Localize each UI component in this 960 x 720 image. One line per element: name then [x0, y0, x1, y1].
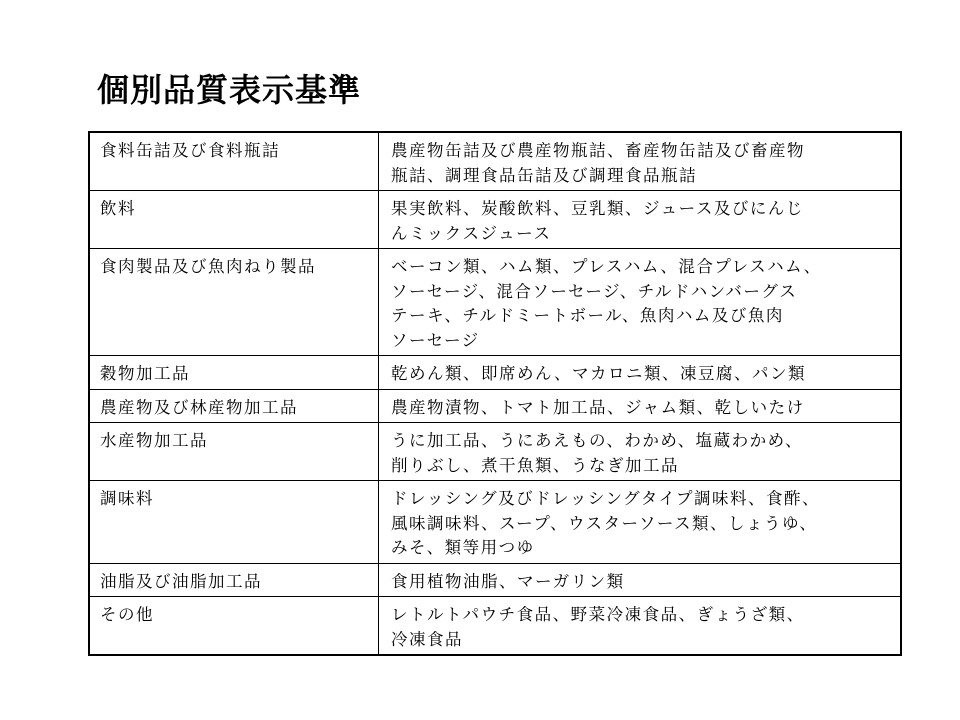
items-cell — [379, 597, 902, 656]
table-row — [89, 356, 901, 390]
items-cell — [379, 191, 902, 249]
items-line-1: うに加工品、うにあえもの、わかめ、塩蔵わかめ、 — [391, 431, 804, 450]
items-line-2: 削りぶし、煮干魚類、うなぎ加工品 — [391, 455, 679, 475]
items-cell: 農産物漬物、トマト加工品、ジャム類、乾しいたけ — [379, 389, 902, 423]
items-cell — [379, 132, 902, 191]
items-line-3: テーキ、チルドミートボール、魚肉ハム及び魚肉 — [391, 306, 784, 325]
category-cell: 食料缶詰及び食料瓶詰 — [89, 132, 379, 191]
category-cell: 水産物加工品 — [89, 423, 379, 481]
items-line-1: 農産物缶詰及び農産物瓶詰、畜産物缶詰及び畜産物 — [391, 141, 805, 160]
items-line-1: 果実飲料、炭酸飲料、豆乳類、ジュース及びにんじ — [391, 199, 804, 218]
items-cell — [379, 481, 902, 564]
items-cell: 食用植物油脂、マーガリン類 — [379, 563, 902, 597]
category-cell: その他 — [89, 597, 379, 656]
table-row — [89, 249, 901, 356]
items-line-2: 冷凍食品 — [391, 629, 463, 649]
category-cell: 農産物及び林産物加工品 — [89, 389, 379, 423]
items-cell — [379, 423, 902, 481]
items-line-2: 瓶詰、調理食品缶詰及び調理食品瓶詰 — [391, 165, 697, 185]
category-cell: 飲料 — [89, 191, 379, 249]
items-line-3: みそ、類等用つゆ — [391, 538, 535, 557]
table-row — [89, 597, 901, 656]
page-title: 個別品質表示基準 — [97, 71, 362, 109]
category-cell: 調味料 — [89, 481, 379, 564]
items-line-1: ドレッシング及びドレッシングタイプ調味料、食酢、 — [391, 489, 821, 508]
table-row — [89, 389, 901, 423]
items-cell — [379, 249, 902, 356]
quality-standards-table — [88, 131, 902, 656]
items-line-1: レトルトパウチ食品、野菜冷凍食品、ぎょうざ類、 — [391, 605, 805, 624]
items-line-4: ソーセージ — [391, 330, 480, 350]
category-cell: 食肉製品及び魚肉ねり製品 — [89, 249, 379, 356]
category-cell: 油脂及び油脂加工品 — [89, 563, 379, 597]
table-row — [89, 423, 901, 481]
items-line-1: ベーコン類、ハム類、プレスハム、混合プレスハム、 — [391, 257, 822, 276]
category-cell: 穀物加工品 — [89, 356, 379, 390]
table-row — [89, 563, 901, 597]
table-row — [89, 481, 901, 564]
table-row — [89, 132, 901, 191]
items-line-2: ソーセージ、混合ソーセージ、チルドハンバーグス — [391, 281, 798, 301]
items-cell: 乾めん類、即席めん、マカロニ類、凍豆腐、パン類 — [379, 356, 902, 390]
table-row — [89, 191, 901, 249]
items-line-2: 風味調味料、スープ、ウスターソース類、しょうゆ、 — [391, 513, 818, 533]
items-line-2: んミックスジュース — [391, 223, 552, 243]
